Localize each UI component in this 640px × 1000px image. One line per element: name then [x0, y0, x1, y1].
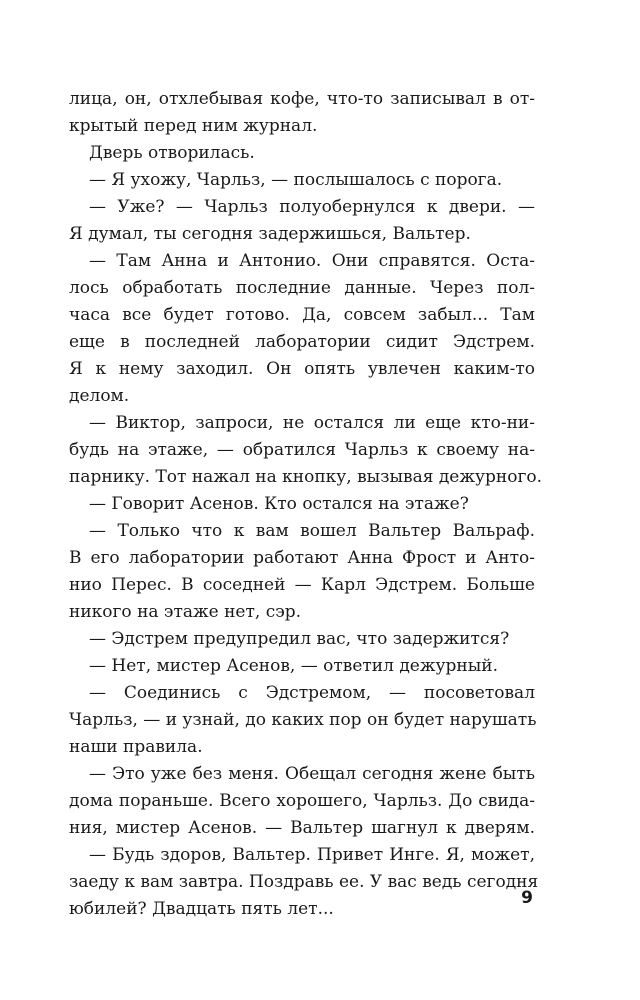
text-line: — Там Анна и Антонио. Они справятся. Оста- — [89, 251, 535, 271]
text-line: дома пораньше. Всего хорошего, Чарльз. До свида- — [69, 791, 535, 811]
text-line: — Это уже без меня. Обещал сегодня жене быть — [89, 764, 535, 784]
text-line: — Уже? — Чарльз полуобернулся к двери. — — [89, 197, 535, 217]
text-line: будь на этаже, — обратился Чарльз к своему на- — [69, 440, 535, 460]
text-line: часа все будет готово. Да, совсем забыл... Там — [69, 305, 535, 325]
text-line: Я думал, ты сегодня задержишься, Вальтер. — [69, 224, 471, 244]
text-line: В его лаборатории работают Анна Фрост и Анто- — [69, 548, 535, 568]
text-line: никого на этаже нет, сэр. — [69, 602, 302, 622]
text-line: еще в последней лаборатории сидит Эдстрем. — [69, 332, 535, 352]
body-text — [69, 86, 542, 923]
text-line: нио Перес. В соседней — Карл Эдстрем. Больше — [69, 575, 535, 595]
text-line: — Соединись с Эдстремом, — посоветовал — [89, 683, 535, 703]
text-line: крытый перед ним журнал. — [69, 116, 318, 136]
text-line: заеду к вам завтра. Поздравь ее. У вас ведь сегодня — [69, 872, 539, 892]
text-line: делом. — [69, 386, 130, 406]
text-line: наши правила. — [69, 737, 203, 757]
text-line: — Только что к вам вошел Вальтер Вальраф. — [89, 521, 535, 541]
text-line: — Эдстрем предупредил вас, что задержится? — [89, 629, 510, 649]
text-line: ния, мистер Асенов. — Вальтер шагнул к дверям. — [69, 818, 535, 838]
text-line: — Говорит Асенов. Кто остался на этаже? — [89, 494, 469, 514]
text-line: Дверь отворилась. — [89, 143, 255, 163]
text-line: Чарльз, — и узнай, до каких пор он будет нарушать — [69, 710, 537, 730]
page-number: 9 — [521, 888, 533, 908]
text-line: Я к нему заходил. Он опять увлечен каким-то — [69, 359, 535, 379]
text-line: — Будь здоров, Вальтер. Привет Инге. Я, может, — [89, 845, 535, 865]
text-line: — Виктор, запроси, не остался ли еще кто-ни- — [89, 413, 535, 433]
text-line: — Я ухожу, Чарльз, — послышалось с порога. — [89, 170, 503, 190]
text-line: лось обработать последние данные. Через пол- — [69, 278, 535, 298]
text-line: парнику. Тот нажал на кнопку, вызывая дежурного. — [69, 467, 542, 487]
text-line: юбилей? Двадцать пять лет... — [69, 899, 334, 919]
text-line: — Нет, мистер Асенов, — ответил дежурный. — [89, 656, 498, 676]
text-line: лица, он, отхлебывая кофе, что-то записывал в от- — [69, 89, 535, 109]
